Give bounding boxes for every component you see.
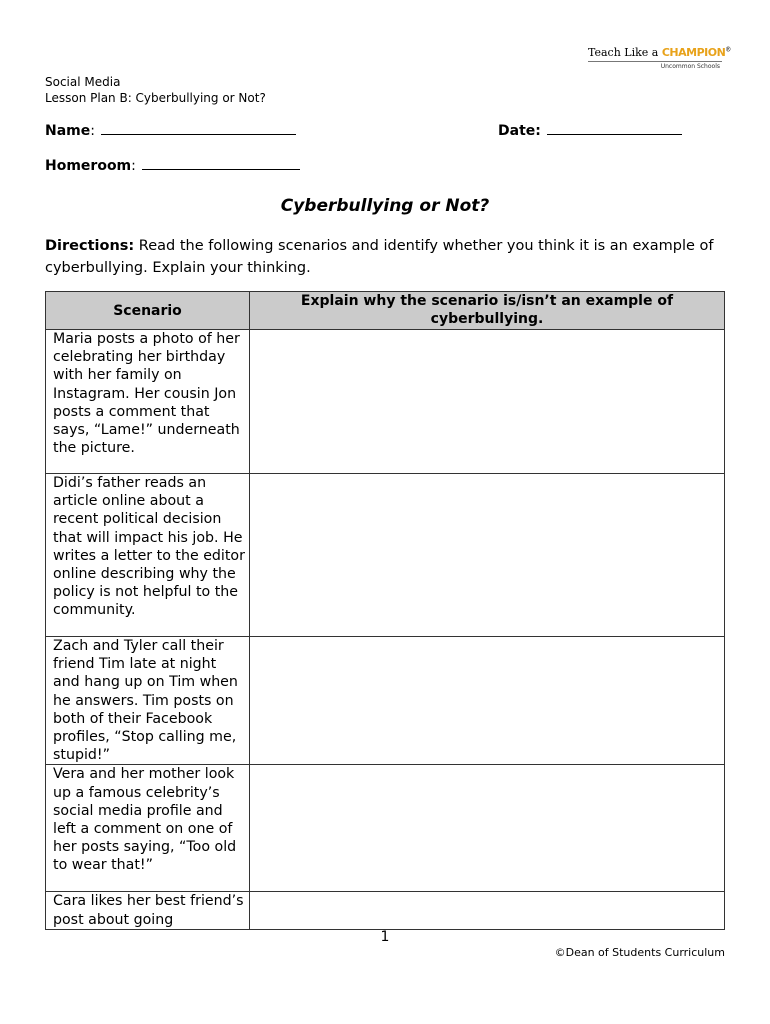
worksheet-title: Cyberbullying or Not? bbox=[280, 196, 490, 216]
homeroom-label: Homeroom bbox=[45, 158, 132, 174]
page-number: 1 bbox=[380, 929, 390, 945]
table-row bbox=[46, 474, 725, 637]
table-row bbox=[46, 637, 725, 765]
directions bbox=[45, 236, 730, 279]
scenario-cell bbox=[46, 765, 250, 892]
logo-trademark: ® bbox=[725, 46, 732, 54]
scenario-text: Vera and her mother look up a famous celebrity’s social media profile and left a comment on one of her posts saying, “Too old to wear that!” bbox=[53, 766, 237, 874]
date-field[interactable] bbox=[498, 122, 682, 139]
directions-text: Read the following scenarios and identify whether you think it is an example of cyberbullying. Explain your thinking. bbox=[45, 238, 714, 276]
table-row bbox=[46, 330, 725, 474]
scenario-text: Didi’s father reads an article online about a recent political decision that will impact his job. He writes a letter to the editor online describing why the policy is not helpful to the community. bbox=[53, 475, 245, 619]
scenario-cell bbox=[46, 474, 250, 637]
logo-divider bbox=[588, 61, 722, 62]
name-field[interactable] bbox=[45, 122, 296, 139]
explanation-cell[interactable] bbox=[250, 474, 725, 637]
table-row bbox=[46, 892, 725, 929]
homeroom-field[interactable] bbox=[45, 157, 300, 174]
name-colon: : bbox=[90, 123, 95, 139]
copyright-footer: ©Dean of Students Curriculum bbox=[554, 946, 725, 959]
scenario-cell bbox=[46, 330, 250, 474]
scenario-column-header: Scenario bbox=[46, 292, 250, 330]
lesson-line: Lesson Plan B: Cyberbullying or Not? bbox=[45, 91, 266, 105]
logo-brand: CHAMPION bbox=[661, 46, 726, 59]
explanation-column-header: Explain why the scenario is/isn’t an example of cyberbullying. bbox=[250, 292, 725, 330]
name-blank-line[interactable] bbox=[101, 122, 296, 135]
scenario-cell bbox=[46, 892, 250, 929]
explanation-cell[interactable] bbox=[250, 765, 725, 892]
logo-subtitle: Uncommon Schools bbox=[660, 63, 720, 70]
name-label: Name bbox=[45, 123, 91, 139]
homeroom-blank-line[interactable] bbox=[142, 157, 300, 170]
scenario-text: Cara likes her best friend’s post about going bbox=[53, 893, 244, 928]
teach-like-a-champion-logo bbox=[588, 46, 732, 74]
date-label: Date: bbox=[498, 123, 541, 139]
homeroom-colon: : bbox=[131, 158, 136, 174]
explanation-cell[interactable] bbox=[250, 637, 725, 765]
date-blank-line[interactable] bbox=[547, 122, 682, 135]
scenario-text: Maria posts a photo of her celebrating her birthday with her family on Instagram. Her cousin Jon posts a comment that says, “Lame!” underneath the picture. bbox=[53, 331, 240, 457]
logo-title bbox=[588, 46, 732, 59]
logo-prefix: Teach Like a bbox=[588, 46, 662, 59]
explanation-cell[interactable] bbox=[250, 330, 725, 474]
scenario-text: Zach and Tyler call their friend Tim late at night and hang up on Tim when he answers. Tim posts on both of their Facebook profiles, “Stop calling me, stupid!” bbox=[53, 638, 238, 764]
directions-label: Directions: bbox=[45, 238, 135, 254]
scenario-table bbox=[45, 291, 725, 930]
explanation-cell[interactable] bbox=[250, 892, 725, 929]
subject-line: Social Media bbox=[45, 75, 121, 89]
scenario-cell bbox=[46, 637, 250, 765]
table-row bbox=[46, 765, 725, 892]
table-header-row bbox=[46, 292, 725, 330]
document-header bbox=[45, 74, 266, 106]
